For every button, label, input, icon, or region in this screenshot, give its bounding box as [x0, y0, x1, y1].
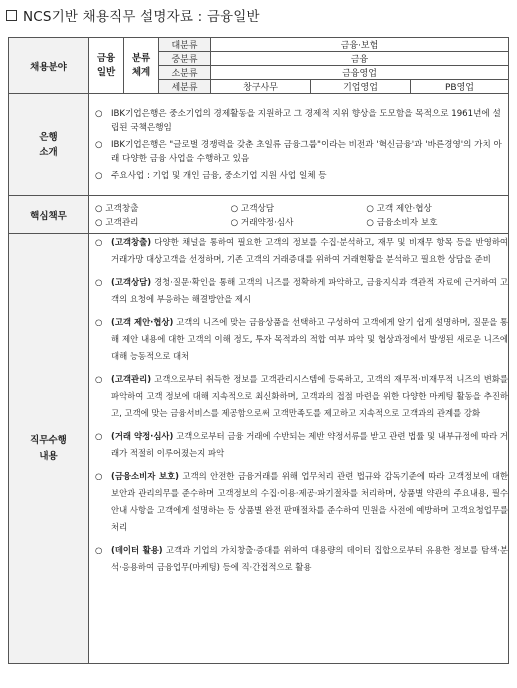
- circle-bullet-icon: ○: [95, 217, 106, 228]
- list-item-text: IBK기업은행은 "글로벌 경쟁력을 갖춘 초일류 금융그룹"이라는 비전과 '혁신금융'과 '바른경영'의 가치 아래 다양한 금융 사업을 수행하고 있음: [111, 139, 502, 164]
- circle-bullet-icon: ○: [95, 374, 103, 384]
- duty-item-text: 고객의 니즈에 맞는 금융상품을 선택하고 구성하여 고객에게 알기 쉽게 설명하며, 질문을 통해 제안 내용에 대한 고객의 이해 정도, 투자 목적과의 적합 여부 파악 및 협상과정에서 발생된 새로운 니즈에 대해 능동적으로 대처: [111, 317, 509, 361]
- core-item-text: 금융소비자 보호: [376, 217, 438, 228]
- duty-item: [89, 371, 508, 422]
- duty-item: [89, 274, 508, 308]
- core-item: [95, 216, 231, 228]
- duty-item-head: (고객관리): [111, 374, 152, 384]
- duty-item-head: (거래 약정·심사): [111, 431, 174, 441]
- circle-bullet-icon: ○: [95, 545, 103, 555]
- bank-intro-label-text: 은행 소개: [39, 131, 58, 158]
- classification-system: [124, 38, 159, 94]
- class-value-small: 금융영업: [211, 66, 509, 80]
- duty-item: [89, 542, 508, 576]
- field-group: [89, 38, 124, 94]
- circle-bullet-icon: ○: [366, 203, 377, 214]
- duty-item-head: (금융소비자 보호): [111, 471, 179, 481]
- duties-content: [89, 234, 509, 664]
- class-label-large: 대분류: [159, 38, 211, 52]
- duty-item-text: 고객의 안전한 금융거래를 위해 업무처리 관련 법규와 감독기준에 따라 고객정보에 대한 보안과 관리의무를 준수하며 고객정보의 수집·이용·제공·파기절차를 처리하며, 상품별 약관의 주요내용, 필수안내 사항을 고객에게 설명하는 등 상품별 완전 판매절차를 준수하여 민원을 사전에 예방하며 고객요청업무를 처리: [111, 471, 509, 532]
- document-title: [6, 5, 260, 25]
- circle-bullet-icon: ○: [230, 203, 241, 214]
- document-title-text: NCS기반 채용직무 설명자료 : 금융일반: [23, 9, 260, 25]
- duty-item-text: 다양한 채널을 통하여 필요한 고객의 정보를 수집·분석하고, 재무 및 비재무 항목 등을 반영하여 거래가망 대상고객을 선정하며, 기존 고객의 거래증대를 위하여 거래현황을 분석하고 필요한 상담을 준비: [111, 237, 509, 264]
- circle-bullet-icon: ○: [95, 237, 103, 247]
- circle-bullet-icon: ○: [95, 431, 103, 441]
- duty-item-head: (고객 제안·협상): [111, 317, 174, 327]
- duty-item: [89, 428, 508, 462]
- detail-value-2: 기업영업: [311, 80, 411, 94]
- core-item-text: 고객관리: [105, 217, 139, 228]
- core-item: [366, 202, 502, 214]
- list-item: [89, 138, 508, 166]
- list-item-text: IBK기업은행은 중소기업의 경제활동을 지원하고 그 경제적 지위 향상을 도모함을 목적으로 1961년에 설립된 국책은행임: [111, 108, 501, 133]
- core-item: [95, 202, 231, 214]
- circle-bullet-icon: ○: [95, 108, 103, 119]
- duty-item: [89, 314, 508, 365]
- core-duty-label: 핵심책무: [9, 196, 89, 234]
- circle-bullet-icon: ○: [95, 317, 103, 327]
- checkbox-icon: [6, 10, 17, 21]
- core-item-text: 고객창출: [105, 203, 139, 214]
- list-item: [89, 107, 508, 135]
- duty-item: [89, 468, 508, 536]
- duty-item-text: 고객과 기업의 가치창출·증대를 위하여 대용량의 데이터 집합으로부터 유용한 정보를 탐색·분석·응용하여 금융업무(마케팅) 등에 직·간접적으로 활용: [111, 545, 509, 572]
- detail-value-1: 창구사무: [211, 80, 311, 94]
- circle-bullet-icon: ○: [95, 139, 103, 150]
- circle-bullet-icon: ○: [366, 217, 377, 228]
- job-description-table: [8, 37, 509, 664]
- detail-value-3: PB영업: [411, 80, 509, 94]
- duty-item-text: 고객으로부터 금융 거래에 수반되는 제반 약정서류를 받고 관련 법률 및 내부규정에 따라 거래가 적절히 이루어졌는지 파악: [111, 431, 509, 458]
- duty-item-head: (고객창출): [111, 237, 152, 247]
- list-item: [89, 169, 508, 183]
- core-item: [366, 216, 502, 228]
- class-value-medium: 금융: [211, 52, 509, 66]
- bank-intro-content: [89, 94, 509, 196]
- duty-item-head: (고객상담): [111, 277, 152, 287]
- duty-item: [89, 234, 508, 268]
- core-item: [231, 202, 367, 214]
- bank-intro-label: [9, 94, 89, 196]
- core-item-text: 고객상담: [240, 203, 275, 214]
- duties-label: [9, 234, 89, 664]
- core-item-text: 고객 제안·협상: [376, 203, 432, 214]
- class-label-small: 소분류: [159, 66, 211, 80]
- circle-bullet-icon: ○: [95, 170, 103, 181]
- core-duty-content: [89, 196, 509, 234]
- duties-label-text: 직무수행 내용: [30, 434, 67, 462]
- circle-bullet-icon: ○: [230, 217, 241, 228]
- duty-item-head: (데이터 활용): [111, 545, 163, 555]
- duty-item-text: 고객으로부터 취득한 정보를 고객관리시스템에 등록하고, 고객의 재무적·비재무적 니즈의 변화를 파악하여 고객 정보에 대해 지속적으로 최신화하며, 고객과의 접점 마련을 위한 다양한 마케팅 활동을 추진하고, 고객에 맞는 금융서비스를 제공함으로써 고객만족도를 제고하고 지속적으로 고객과의 관계를 강화: [111, 374, 509, 418]
- core-item-text: 거래약정·심사: [240, 217, 294, 228]
- duty-item-text: 경청·질문·확인을 통해 고객의 니즈를 정확하게 파악하고, 금융지식과 객관적 자료에 근거하여 고객의 요청에 부응하는 해결방안을 제시: [111, 277, 509, 304]
- circle-bullet-icon: ○: [95, 277, 103, 287]
- class-label-medium: 중분류: [159, 52, 211, 66]
- classification-system-text: 분류체계: [131, 52, 151, 78]
- class-label-detail: 세분류: [159, 80, 211, 94]
- circle-bullet-icon: ○: [95, 471, 103, 481]
- class-value-large: 금융·보험: [211, 38, 509, 52]
- core-item: [231, 216, 367, 228]
- field-label: 채용분야: [9, 38, 89, 94]
- circle-bullet-icon: ○: [95, 203, 106, 214]
- list-item-text: 주요사업 : 기업 및 개인 금융, 중소기업 지원 사업 일체 등: [111, 170, 327, 181]
- field-group-text: 금융일반: [96, 52, 116, 78]
